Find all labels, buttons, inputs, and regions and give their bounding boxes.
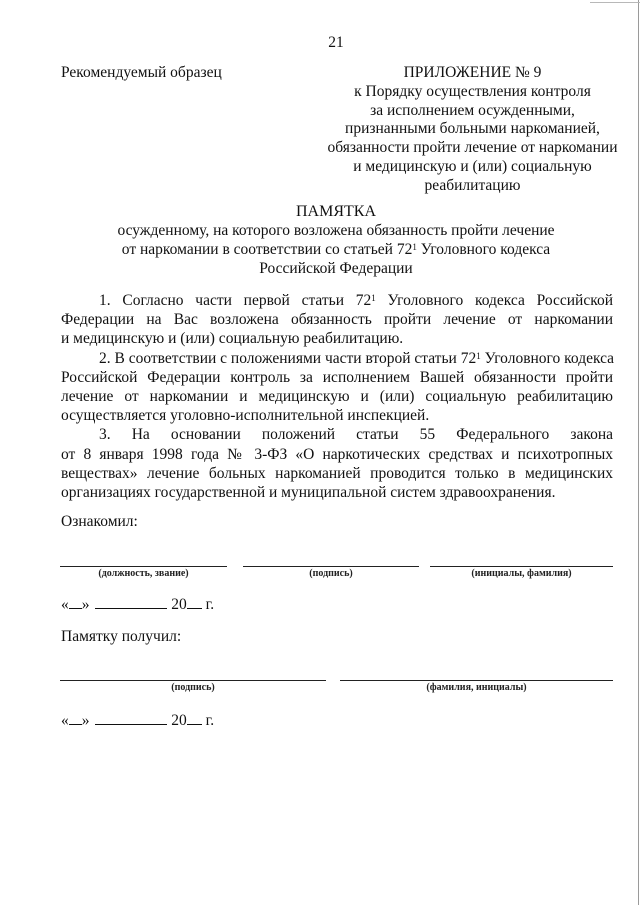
text: Уголовного кодекса (480, 349, 615, 367)
text: Уголовного кодекса Российской (375, 292, 613, 309)
memo-subtitle-line: осужденному, на которого возложена обязанность пройти лечение (117, 222, 555, 239)
appendix-line: к Порядку осуществления контроля (354, 82, 591, 100)
page-edge-top (590, 2, 640, 3)
quote-close: » (81, 712, 90, 729)
quote-open: « (61, 712, 69, 729)
memo-subtitle-line (0, 240, 640, 259)
appendix-heading (320, 64, 625, 196)
year-suffix: г. (205, 596, 215, 613)
day-field[interactable] (69, 711, 82, 725)
year-prefix: 20 (171, 712, 187, 729)
acquainted-date (61, 595, 214, 614)
month-field[interactable] (95, 595, 167, 609)
paragraph-line: Федерации на Вас возложена обязанность пройти лечение от наркомании (61, 311, 613, 329)
memo-body (61, 291, 613, 502)
recipient-name-caption: (фамилия, инициалы) (426, 682, 527, 693)
page-edge (638, 0, 639, 905)
position-rank-field[interactable] (60, 566, 227, 567)
paragraph-2 (61, 349, 613, 426)
signature-field[interactable] (243, 566, 419, 567)
acquainted-label: Ознакомил: (61, 513, 138, 530)
recipient-name-field[interactable] (340, 680, 613, 681)
initials-surname-caption: (инициалы, фамилия) (471, 568, 572, 579)
paragraph-line: и медицинскую и (или) социальную реабилитацию. (61, 330, 404, 348)
year-suffix: г. (205, 712, 215, 729)
memo-subtitle-line: Российской Федерации (259, 260, 413, 277)
paragraph-line (61, 291, 613, 310)
appendix-line: обязанности пройти лечение от наркомании (327, 139, 618, 157)
text: 2. В соответствии с положениями части второй статьи 72 (99, 349, 477, 367)
superscript: 1 (371, 293, 376, 303)
year-field[interactable] (187, 711, 202, 725)
paragraph-line: 3. На основании положений статьи 55 Федерального закона (99, 426, 613, 444)
appendix-line: признанными больными наркоманией, (345, 120, 600, 138)
received-label: Памятку получил: (61, 628, 182, 645)
memo-title-block (0, 202, 640, 278)
paragraph-line: Российской Федерации контроль за исполнением Вашей обязанности пройти (61, 368, 613, 386)
superscript: 1 (412, 242, 417, 252)
appendix-line: за исполнением осужденными, (370, 101, 575, 119)
received-date (61, 711, 214, 730)
quote-close: » (81, 596, 90, 613)
paragraph-line: веществах» лечение больных наркоманией проводится только в медицинских (61, 464, 613, 482)
month-field[interactable] (95, 711, 167, 725)
paragraph-line: от 8 января 1998 года № 3-ФЗ «О наркотических средствах и психотропных (61, 445, 613, 463)
appendix-line: реабилитацию (424, 176, 521, 194)
day-field[interactable] (69, 595, 82, 609)
signature-caption: (подпись) (309, 568, 353, 579)
initials-surname-field[interactable] (430, 566, 613, 567)
year-prefix: 20 (171, 596, 187, 613)
position-rank-caption: (должность, звание) (98, 568, 189, 579)
sample-label: Рекомендуемый образец (61, 64, 222, 81)
paragraph-line: организациях государственной и муниципальной систем здравоохранения. (61, 484, 556, 502)
paragraph-3 (61, 425, 613, 502)
appendix-title: ПРИЛОЖЕНИЕ № 9 (403, 64, 542, 81)
memo-title: ПАМЯТКА (295, 203, 376, 220)
paragraph-line: осуществляется уголовно-исполнительной инспекцией. (61, 407, 430, 425)
paragraph-line (61, 349, 613, 368)
page-number: 21 (328, 34, 344, 51)
appendix-line: и медицинскую и (или) социальную (353, 157, 592, 175)
paragraph-line: лечение от наркомании и медицинскую и (или) социальную реабилитацию (61, 388, 613, 406)
recipient-signature-caption: (подпись) (171, 682, 215, 693)
quote-open: « (61, 596, 69, 613)
recipient-signature-field[interactable] (60, 680, 326, 681)
text: 1. Согласно части первой статьи 72 (99, 292, 372, 309)
year-field[interactable] (187, 595, 202, 609)
subtitle-text: от наркомании в соответствии со статьей 72 (121, 241, 413, 258)
paragraph-1 (61, 291, 613, 349)
subtitle-text: Уголовного кодекса (416, 241, 551, 258)
superscript: 1 (476, 350, 481, 361)
